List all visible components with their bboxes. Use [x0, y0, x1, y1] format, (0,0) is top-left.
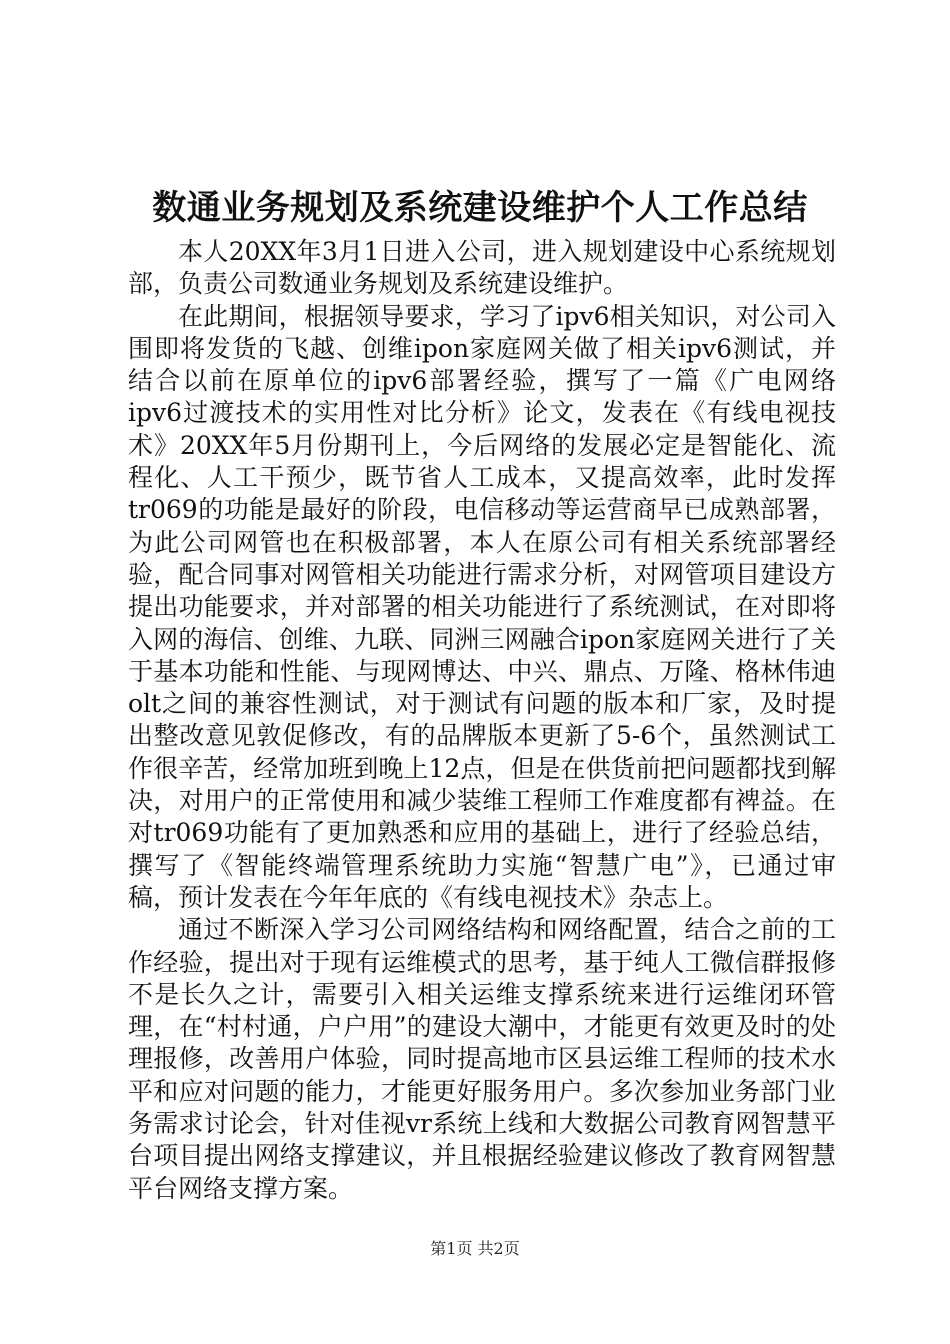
- page-title: 数通业务规划及系统建设维护个人工作总结: [152, 188, 808, 228]
- document-body: [128, 236, 836, 1205]
- paragraph-1: 本人20XX年3月1日进入公司，进入规划建设中心系统规划部，负责公司数通业务规划及系统建设维护。: [128, 237, 836, 299]
- paragraph-3: 通过不断深入学习公司网络结构和网络配置，结合之前的工作经验，提出对于现有运维模式的思考，基于纯人工微信群报修不是长久之计，需要引入相关运维支撑系统来进行运维闭环管理，在“村村通，户户用”的建设大潮中，才能更有效更及时的处理报修，改善用户体验，同时提高地市区县运维工程师的技术水平和应对问题的能力，才能更好服务用户。多次参加业务部门业务需求讨论会，针对佳视vr系统上线和大数据公司教育网智慧平台项目提出网络支撑建议，并且根据经验建议修改了教育网智慧平台网络支撑方案。: [128, 915, 836, 1203]
- page-footer: [0, 1238, 950, 1260]
- page-number: 第1页 共2页: [430, 1239, 520, 1258]
- paragraph-2: 在此期间，根据领导要求，学习了ipv6相关知识，对公司入围即将发货的飞越、创维ipon家庭网关做了相关ipv6测试，并结合以前在原单位的ipv6部署经验，撰写了一篇《广电网络ipv6过渡技术的实用性对比分析》论文，发表在《有线电视技术》20XX年5月份期刊上，今后网络的发展必定是智能化、流程化、人工干预少，既节省人工成本，又提高效率，此时发挥tr069的功能是最好的阶段，电信移动等运营商早已成熟部署，为此公司网管也在积极部署，本人在原公司有相关系统部署经验，配合同事对网管相关功能进行需求分析，对网管项目建设方提出功能要求，并对部署的相关功能进行了系统测试，在对即将入网的海信、创维、九联、同洲三网融合ipon家庭网关进行了关于基本功能和性能、与现网博达、中兴、鼎点、万隆、格林伟迪olt之间的兼容性测试，对于测试有问题的版本和厂家，及时提出整改意见敦促修改，有的品牌版本更新了5-6个，虽然测试工作很辛苦，经常加班到晚上12点，但是在供货前把问题都找到解决，对用户的正常使用和减少装维工程师工作难度都有裨益。在对tr069功能有了更加熟悉和应用的基础上，进行了经验总结，撰写了《智能终端管理系统助力实施“智慧广电”》，已通过审稿，预计发表在今年年底的《有线电视技术》杂志上。: [128, 301, 836, 912]
